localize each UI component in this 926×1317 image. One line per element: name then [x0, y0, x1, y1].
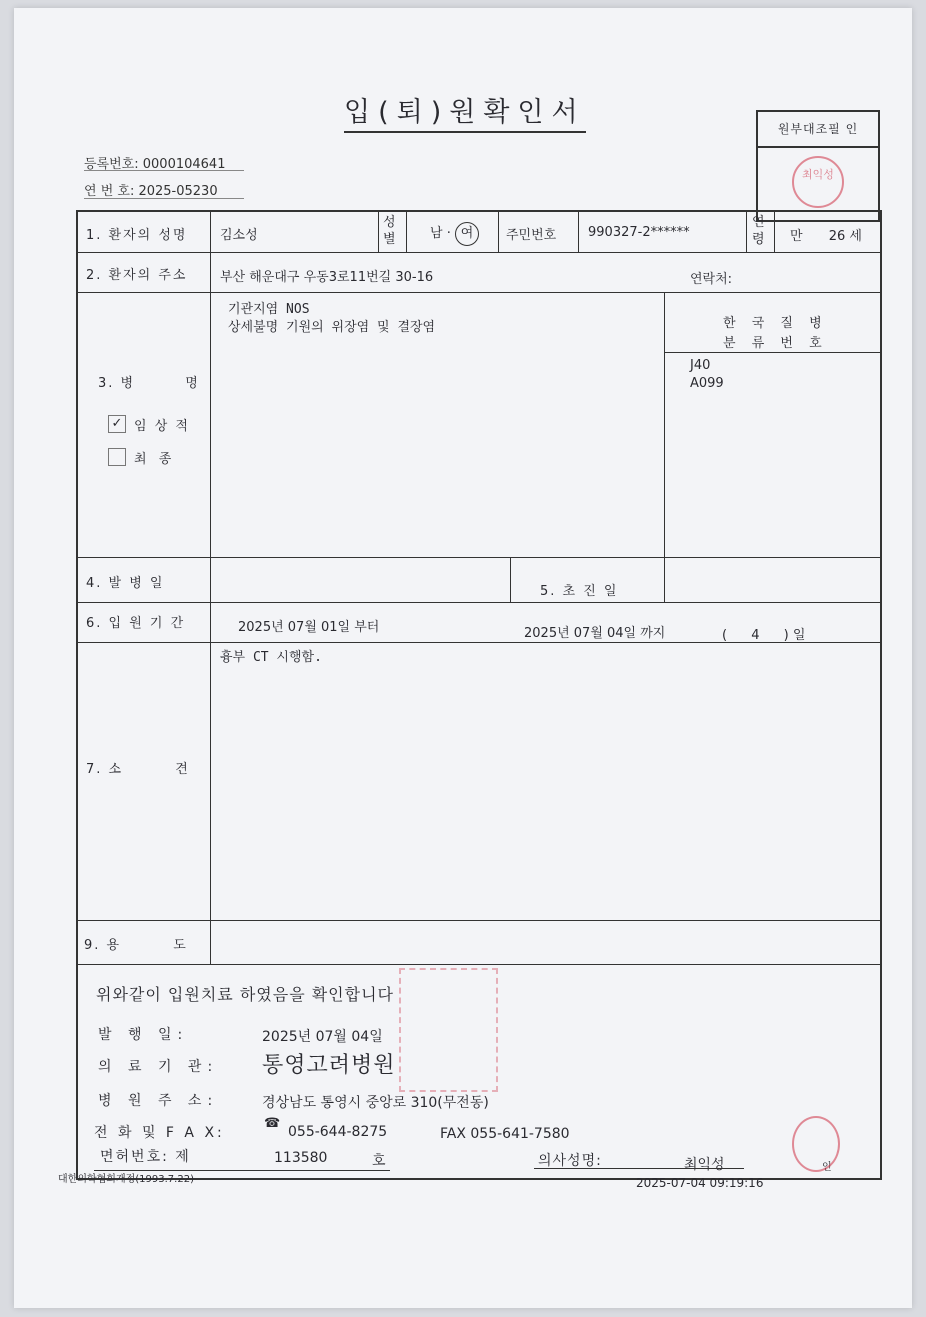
age-unit: 세 [849, 229, 862, 244]
onset-label: 4. 발 병 일 [86, 576, 165, 591]
period-days: 4 [751, 628, 760, 643]
serial-no-label: 연 번 호: [84, 184, 135, 199]
rrn-label: 주민번호 [506, 228, 557, 243]
final-label: 최 종 [134, 452, 176, 467]
period-days-unit: 일 [792, 628, 806, 643]
hospital-fax: FAX 055-641-7580 [440, 1126, 570, 1142]
doctor-seal-mark: 인 [822, 1162, 832, 1173]
stamp-box-label: 원부대조필 인 [758, 112, 878, 148]
doctor-name: 최익성 [684, 1157, 725, 1173]
period-days-close: ) [783, 628, 789, 643]
diagnosis-label-a: 3. 병 [98, 376, 136, 391]
period-days-field [722, 624, 805, 643]
clinical-checkbox[interactable]: ✓ [108, 415, 126, 433]
opinion-text: 흉부 CT 시행함. [220, 650, 322, 665]
period-label: 6. 입 원 기 간 [86, 616, 186, 631]
final-checkbox[interactable] [108, 448, 126, 466]
address-label: 2. 환자의 주소 [86, 268, 188, 283]
issue-date-label: 발 행 일: [98, 1027, 189, 1043]
purpose-label-a: 9. 용 [84, 938, 122, 953]
purpose-label-b: 도 [173, 938, 188, 953]
disease-code-1: J40 [690, 358, 711, 373]
verification-seal-text: 최익성 [802, 168, 834, 181]
institution-name: 통영고려병원 [262, 1053, 396, 1078]
name-label: 1. 환자의 성명 [86, 228, 188, 243]
serial-no-value: 2025-05230 [138, 184, 218, 199]
sex-female-circled: 여 [455, 222, 479, 246]
sex-label: 성별 [383, 215, 396, 247]
patient-name: 김소성 [220, 228, 258, 243]
confirmation-text: 위와같이 입원치료 하였음을 확인합니다 [96, 985, 395, 1004]
patient-address: 부산 해운대구 우동3로11번길 30-16 [220, 270, 434, 285]
period-from: 2025년 07월 01일 부터 [238, 620, 380, 635]
opinion-label-a: 7. 소 [86, 762, 124, 777]
contact-label: 연락처: [690, 272, 733, 287]
age-value: 26 [828, 229, 846, 244]
code-header-2: 분 류 번 호 [723, 336, 828, 351]
revision-note: 대한의학협회개정(1993.7.22) [58, 1174, 194, 1185]
institution-label: 의 료 기 관: [98, 1059, 219, 1075]
sex-field: 남 · 여 [430, 222, 479, 246]
license-number: 113580 [274, 1150, 328, 1166]
first-visit-label: 5. 초 진 일 [540, 584, 619, 599]
diagnosis-line-2: 상세불명 기원의 위장염 및 결장염 [228, 320, 436, 335]
rrn-value: 990327-2****** [588, 225, 690, 240]
certificate-page [14, 8, 912, 1308]
opinion-label-b: 견 [175, 762, 190, 777]
code-header-1: 한 국 질 병 [723, 316, 828, 331]
doctor-seal [792, 1116, 840, 1172]
hospital-address: 경상남도 통영시 중앙로 310(무전동) [262, 1095, 489, 1111]
age-field [790, 225, 862, 244]
hospital-address-label: 병 원 주 소: [98, 1093, 219, 1109]
reg-no-label: 등록번호: [84, 157, 139, 172]
opinion-label [86, 758, 190, 777]
hospital-seal [399, 968, 498, 1092]
doctor-label: 의사성명: [538, 1153, 602, 1169]
clinical-label: 임 상 적 [134, 419, 190, 434]
verification-seal [792, 156, 844, 208]
age-prefix: 만 [790, 229, 803, 244]
reg-no-value: 0000104641 [142, 157, 226, 172]
issue-date: 2025년 07월 04일 [262, 1029, 383, 1045]
verification-stamp-box [756, 110, 880, 222]
license-suffix: 호 [372, 1153, 386, 1169]
hospital-phone: 055-644-8275 [288, 1124, 388, 1140]
serial-number [84, 180, 218, 199]
age-label: 연령 [752, 215, 765, 247]
disease-code-2: A099 [690, 376, 724, 391]
diagnosis-label-b: 명 [185, 376, 200, 391]
period-days-open: ( [722, 628, 728, 643]
diagnosis-label [98, 372, 200, 391]
diagnosis-line-1: 기관지염 NOS [228, 302, 310, 317]
purpose-label [84, 934, 188, 953]
tel-fax-label: 전 화 및 F A X: [94, 1125, 225, 1141]
print-timestamp: 2025-07-04 09:19:16 [636, 1176, 764, 1190]
license-label: 면허번호: 제 [100, 1149, 191, 1165]
phone-icon: ☎ [264, 1116, 281, 1131]
document-title: 입(퇴)원확인서 [344, 90, 586, 133]
period-to: 2025년 07월 04일 까지 [524, 626, 666, 641]
sex-male: 남 [430, 226, 443, 241]
